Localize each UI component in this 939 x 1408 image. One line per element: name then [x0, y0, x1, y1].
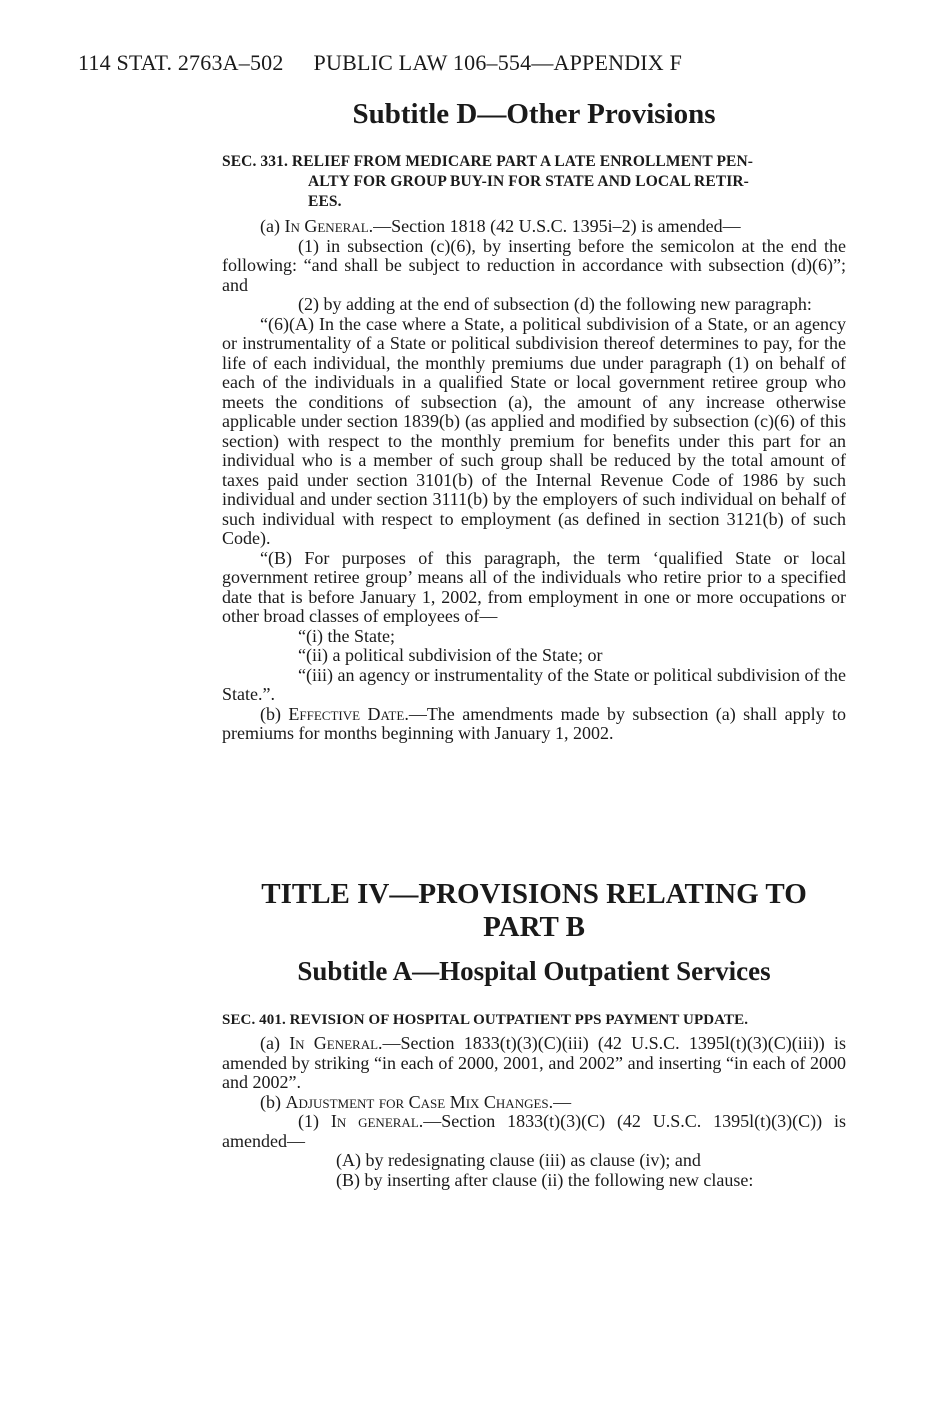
paragraph-text: “(i) the State; — [298, 625, 395, 646]
paragraph-text: .—Section 1818 (42 U.S.C. 1395i–2) is amended— — [368, 216, 741, 236]
paragraph-caption: In general — [330, 1111, 419, 1131]
section-401-body — [222, 1034, 846, 1190]
subtitle-a-heading: Subtitle A—Hospital Outpatient Services — [297, 956, 771, 986]
paragraph-text: .— — [548, 1091, 572, 1112]
paragraph — [222, 295, 846, 315]
paragraph — [222, 627, 846, 647]
section-331-heading — [222, 152, 848, 212]
paragraph-text: “(iii) an agency or instrumentality of the State or political subdivision of the State.”. — [222, 664, 846, 704]
paragraph-text: .—The amendments made by subsection (a) shall apply to premiums for months beginning with January 1, 2002. — [222, 703, 846, 743]
section-331-heading-line: ALTY FOR GROUP BUY-IN FOR STATE AND LOCAL RETIR- — [308, 173, 749, 190]
law-reference: PUBLIC LAW 106–554—APPENDIX F — [313, 50, 683, 75]
paragraph — [222, 705, 846, 744]
page-header — [78, 50, 778, 76]
paragraph-lead: (a) — [260, 1033, 290, 1053]
paragraph-lead: (1) — [298, 1111, 331, 1131]
subtitle-d-heading: Subtitle D—Other Provisions — [352, 98, 716, 130]
paragraph — [222, 217, 846, 237]
title-iv-line: TITLE IV—PROVISIONS RELATING TO — [261, 878, 807, 910]
section-401-heading: SEC. 401. REVISION OF HOSPITAL OUTPATIENT PPS PAYMENT UPDATE. — [222, 1012, 749, 1028]
section-331-heading-line: SEC. 331. RELIEF FROM MEDICARE PART A LATE ENROLLMENT PEN- — [222, 153, 754, 170]
paragraph — [222, 1034, 846, 1093]
paragraph-lead: (b) — [260, 703, 289, 724]
paragraph-caption: Effective Date — [288, 703, 405, 724]
paragraph — [222, 1093, 846, 1113]
title-iv-heading — [222, 878, 846, 944]
paragraph-lead: (b) — [260, 1091, 286, 1112]
paragraph — [222, 549, 846, 627]
paragraph-lead: (a) — [260, 216, 285, 236]
section-331-heading-line: EES. — [308, 193, 342, 210]
paragraph-text: .—Section 1833(t)(3)(C)(iii) (42 U.S.C. 1395l(t)(3)(C)(iii)) is amended by striking “in each of 2000, 2001, and 2002” and inserting “in each of 2000 and 2002”. — [222, 1033, 846, 1092]
paragraph — [222, 666, 846, 705]
statute-citation: 114 STAT. 2763A–502 — [78, 50, 284, 75]
section-331-body — [222, 217, 846, 744]
paragraph — [222, 1112, 846, 1151]
paragraph-caption: In General — [289, 1033, 379, 1053]
paragraph-text: “(B) For purposes of this paragraph, the term ‘qualified State or local government retiree group’ means all of the individuals who retire prior to a specified date that is before January 1, 2002, from employment in one or more occupations or other broad classes of employees of— — [222, 547, 846, 626]
paragraph-caption: Adjustment for Case Mix Changes — [285, 1091, 549, 1112]
paragraph-text: “(ii) a political subdivision of the State; or — [298, 645, 603, 665]
paragraph-caption: In General — [284, 216, 369, 236]
paragraph — [222, 315, 846, 549]
paragraph — [222, 1151, 846, 1171]
paragraph-text: (2) by adding at the end of subsection (d) the following new paragraph: — [298, 294, 812, 314]
paragraph-text: (1) in subsection (c)(6), by inserting before the semicolon at the end the following: “and shall be subject to reduction in accordance with subsection (d)(6)”; and — [222, 235, 846, 295]
paragraph-text: .—Section 1833(t)(3)(C) (42 U.S.C. 1395l(t)(3)(C)) is amended— — [222, 1111, 846, 1151]
paragraph — [222, 237, 846, 296]
paragraph-text: (A) by redesignating clause (iii) as clause (iv); and — [336, 1150, 701, 1170]
paragraph-text: “(6)(A) In the case where a State, a political subdivision of a State, or an agency or instrumentality of a State or political subdivision thereof determines to pay, for the life of each individual, the monthly premiums due under paragraph (1) on behalf of each of the individuals in a qualified State or local government retiree group who meets the conditions of subsection (a), the amount of any increase otherwise applicable under section 1839(b) (as applied and modified by subsection (c)(6) of this section) with respect to the monthly premium for benefits under this part for an individual who is a member of such group shall be reduced by the total amount of taxes paid under section 3101(b) of the Internal Revenue Code of 1986 by such individual and under section 3111(b) by the employers of such individual on behalf of such individual with respect to employment (as defined in section 3121(b) of such Code). — [222, 313, 846, 548]
title-iv-line: PART B — [483, 911, 585, 943]
paragraph — [222, 1171, 846, 1191]
paragraph — [222, 646, 846, 666]
paragraph-text: (B) by inserting after clause (ii) the following new clause: — [336, 1169, 754, 1190]
